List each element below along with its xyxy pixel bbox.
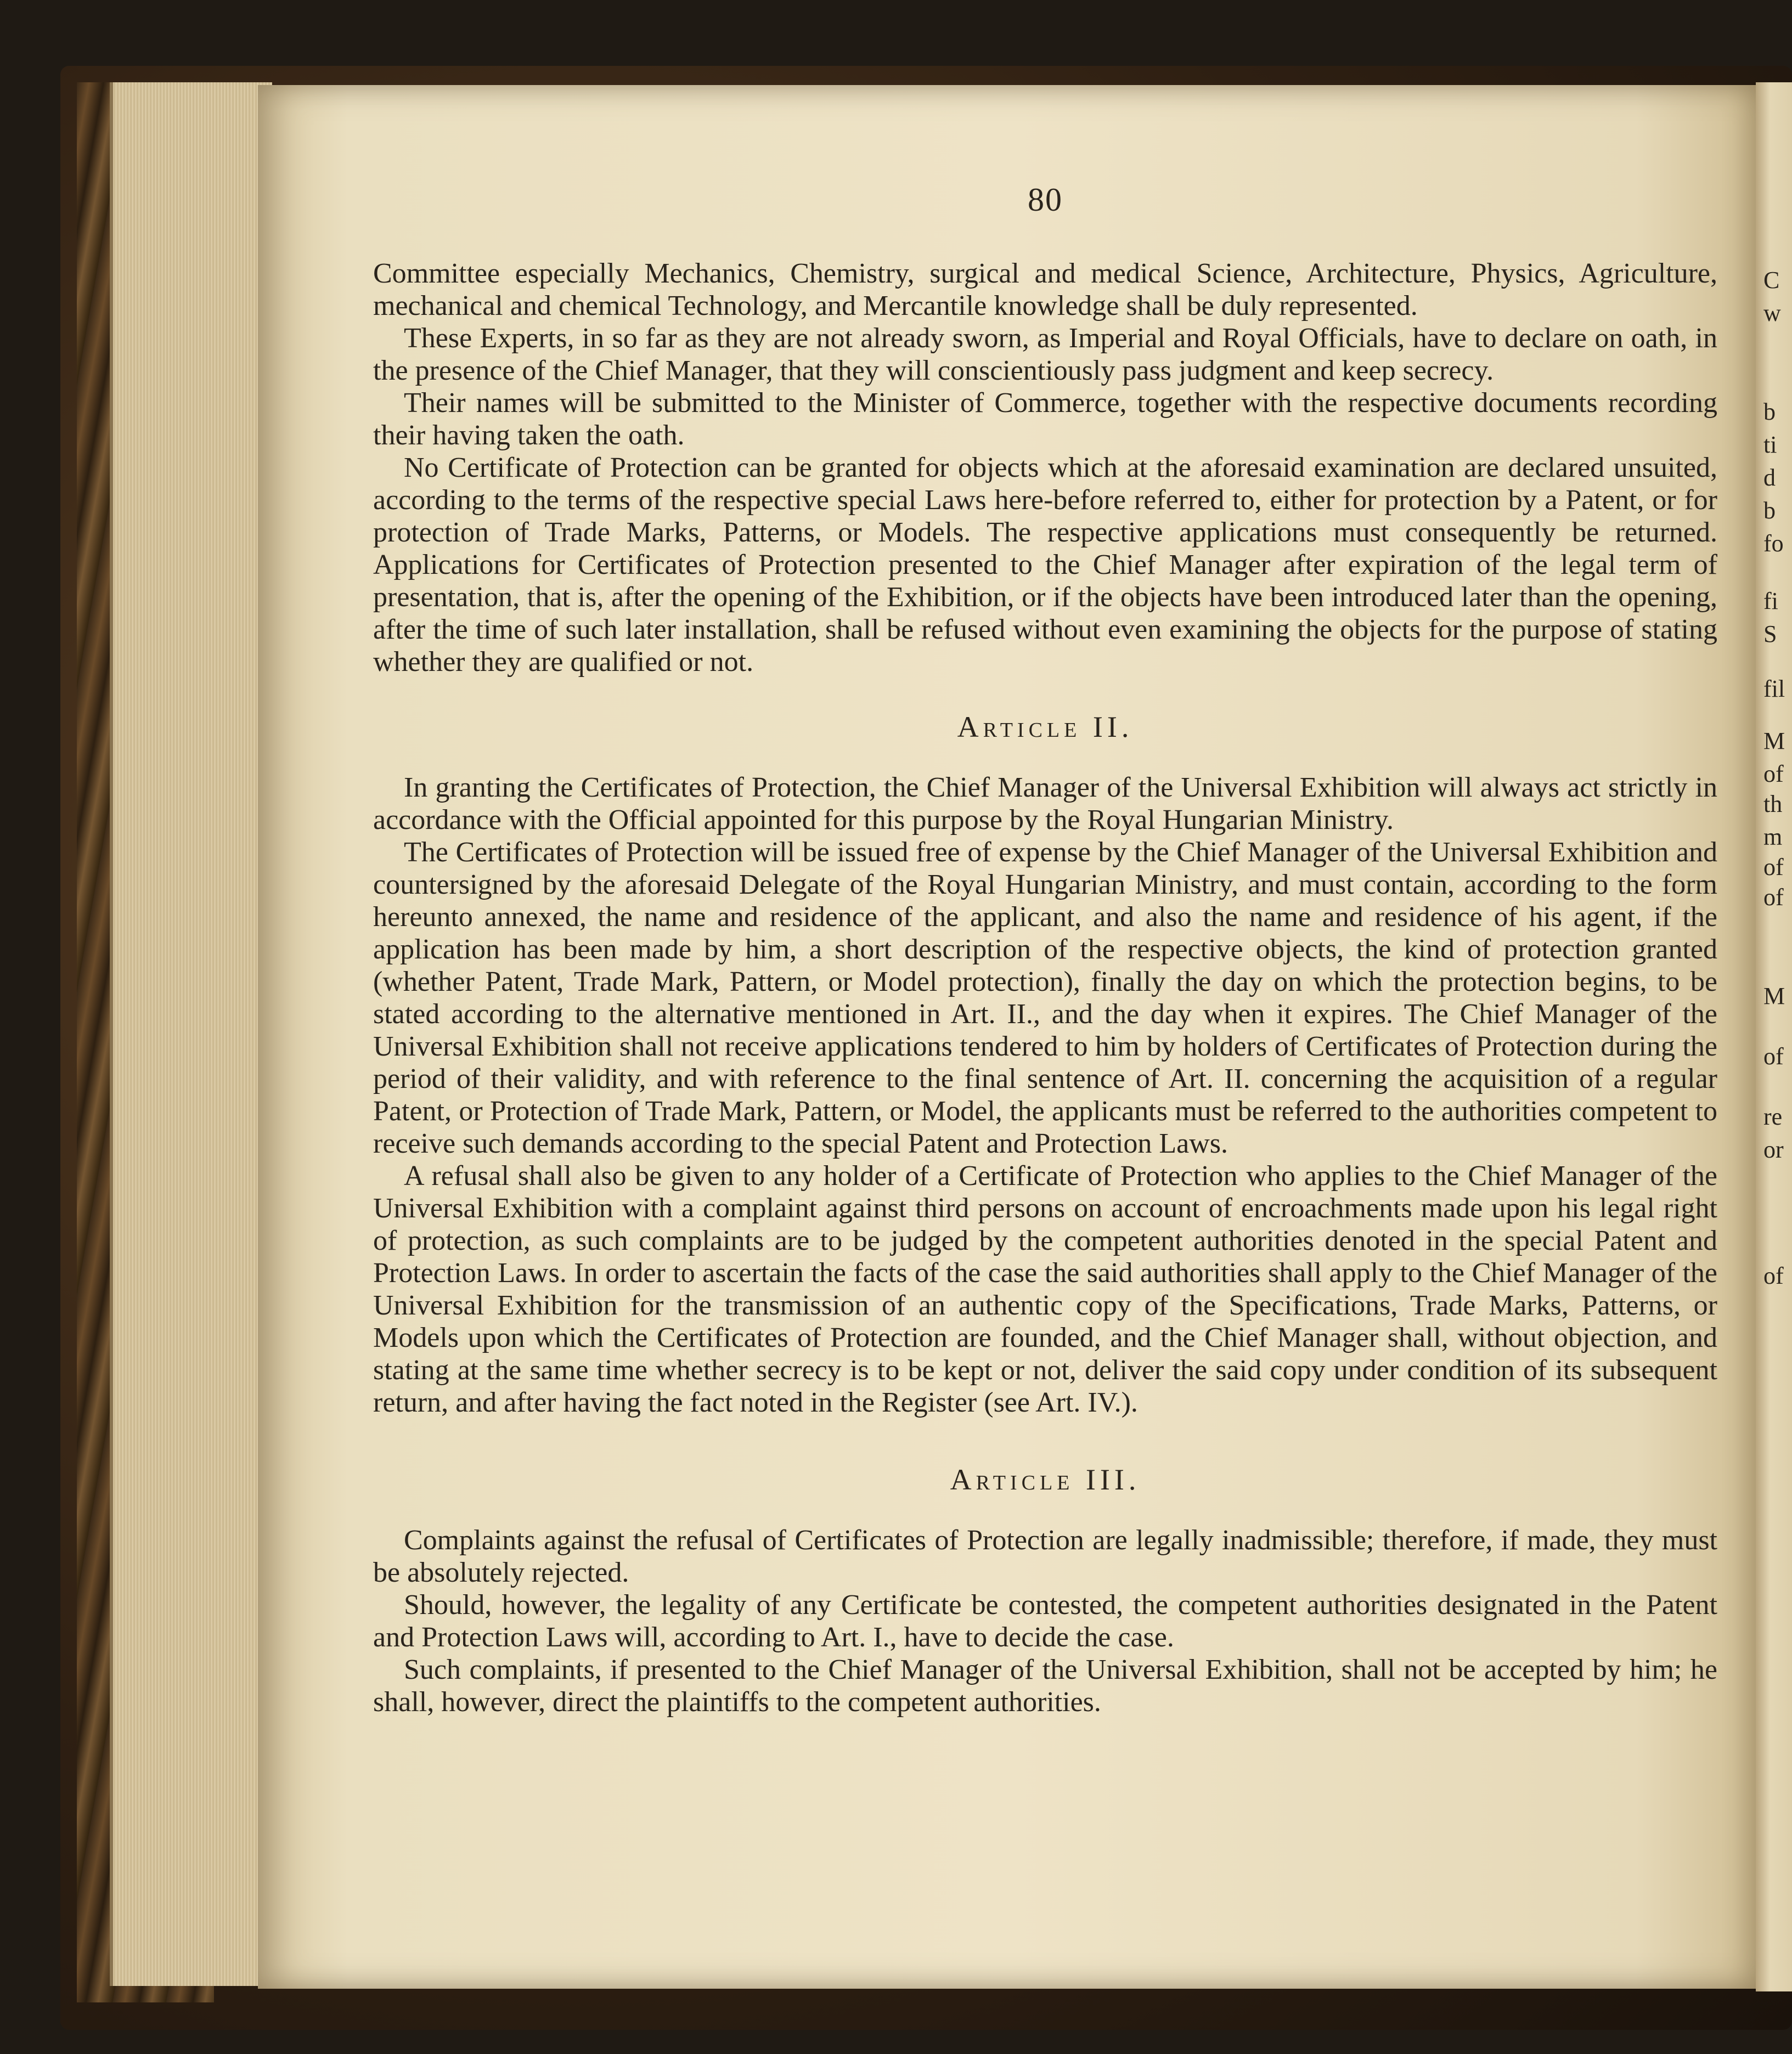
article-2-heading: Article II. xyxy=(957,710,1134,743)
facing-fragment: M xyxy=(1763,727,1785,754)
paragraph: Committee especially Mechanics, Chemistry, surgical and medical Science, Architecture, Physics, Agriculture, mechanical and chemical Technology, and Mercantile knowledge shall be duly represented. xyxy=(373,258,1717,321)
facing-fragment: of xyxy=(1763,854,1784,881)
facing-fragment: S xyxy=(1763,620,1777,647)
paragraph: Should, however, the legality of any Certificate be contested, the competent authorities designated in the Patent and Protection Laws will, according to Art. I., have to decide the case. xyxy=(373,1589,1717,1653)
facing-fragment: ti xyxy=(1763,431,1777,458)
facing-fragment: C xyxy=(1763,267,1780,294)
paragraph: In granting the Certificates of Protection, the Chief Manager of the Universal Exhibition will always act strictly in accordance with the Official appointed for this purpose by the Royal Hungarian Ministry. xyxy=(373,772,1717,836)
paragraph: Their names will be submitted to the Minister of Commerce, together with the respective documents recording their having taken the oath. xyxy=(373,387,1717,451)
page-number: 80 xyxy=(1028,182,1063,218)
facing-fragment: fi xyxy=(1763,588,1778,614)
facing-fragment: d xyxy=(1763,464,1776,491)
article-2-section xyxy=(373,771,1717,1419)
facing-fragment: b xyxy=(1763,398,1776,425)
facing-fragment: or xyxy=(1763,1136,1784,1163)
facing-fragment: of xyxy=(1763,1043,1784,1070)
facing-fragment: m xyxy=(1763,823,1783,850)
facing-fragment: re xyxy=(1763,1103,1783,1130)
facing-fragment: of xyxy=(1763,760,1784,787)
facing-fragment: th xyxy=(1763,791,1783,817)
facing-fragment: fo xyxy=(1763,530,1784,557)
paragraph: The Certificates of Protection will be issued free of expense by the Chief Manager of the Universal Exhibition and countersigned by the aforesaid Delegate of the Royal Hungarian Ministry, and must contain, according to the form hereunto annexed, the name and residence of the applicant, and also the name and residence of his agent, if the application has been made by him, a short description of the respective objects, the kind of protection granted (whether Patent, Trade Mark, Pattern, or Model protection), finally the day on which the protection begins, to be stated according to the alternative mentioned in Art. II., and the day when it expires. The Chief Manager of the Universal Exhibition shall not receive applications tendered to him by holders of Certificates of Protection during the period of their validity, and with reference to the final sentence of Art. II. concerning the acquisition of a regular Patent, or Protection of Trade Mark, Pattern, or Model, the applicants must be referred to the authorities competent to receive such demands according to the special Patent and Protection Laws. xyxy=(373,837,1717,1159)
article-3-section xyxy=(373,1524,1717,1718)
paragraph: Such complaints, if presented to the Chief Manager of the Universal Exhibition, shall not be accepted by him; he shall, however, direct the plaintiffs to the competent authorities. xyxy=(373,1654,1717,1718)
paragraph: Complaints against the refusal of Certificates of Protection are legally inadmissible; therefore, if made, they must be absolutely rejected. xyxy=(373,1525,1717,1588)
article-3-heading: Article III. xyxy=(950,1463,1141,1496)
facing-page-edge xyxy=(1756,82,1792,1991)
paragraph: No Certificate of Protection can be granted for objects which at the aforesaid examination are declared unsuited, according to the terms of the respective special Laws here-before referred to, either for protection by a Patent, or for protection of Trade Marks, Patterns, or Models. The respective applications must consequently be returned. Applications for Certificates of Protection presented to the Chief Manager after expiration of the legal term of presentation, that is, after the opening of the Exhibition, or if the objects have been introduced later than the opening, after the time of such later installation, shall be refused without even examining the objects for the purpose of stating whether they are qualified or not. xyxy=(373,452,1717,678)
facing-fragment: b xyxy=(1763,497,1776,524)
page-edges xyxy=(110,82,272,1986)
facing-fragment: fil xyxy=(1763,675,1785,702)
intro-section xyxy=(373,257,1717,678)
paragraph: These Experts, in so far as they are not already sworn, as Imperial and Royal Officials, have to declare on oath, in the presence of the Chief Manager, that they will conscientiously pass judgment and keep secrecy. xyxy=(373,323,1717,386)
facing-fragment: of xyxy=(1763,884,1784,911)
facing-fragment: of xyxy=(1763,1262,1784,1289)
paragraph: A refusal shall also be given to any holder of a Certificate of Protection who applies to the Chief Manager of the Universal Exhibition with a complaint against third persons on account of encroachments made upon his legal right of protection, as such complaints are to be judged by the competent authorities denoted in the special Patent and Protection Laws. In order to ascertain the facts of the case the said authorities shall apply to the Chief Manager of the Universal Exhibition for the transmission of an authentic copy of the Specifications, Trade Marks, Patterns, or Models upon which the Certificates of Protection are founded, and the Chief Manager shall, without objection, and stating at the same time whether secrecy is to be kept or not, deliver the said copy under condition of its subsequent return, and after having the fact noted in the Register (see Art. IV.). xyxy=(373,1160,1717,1418)
page-content xyxy=(373,181,1717,1718)
facing-fragment: w xyxy=(1763,300,1781,326)
facing-fragment: M xyxy=(1763,983,1785,1009)
